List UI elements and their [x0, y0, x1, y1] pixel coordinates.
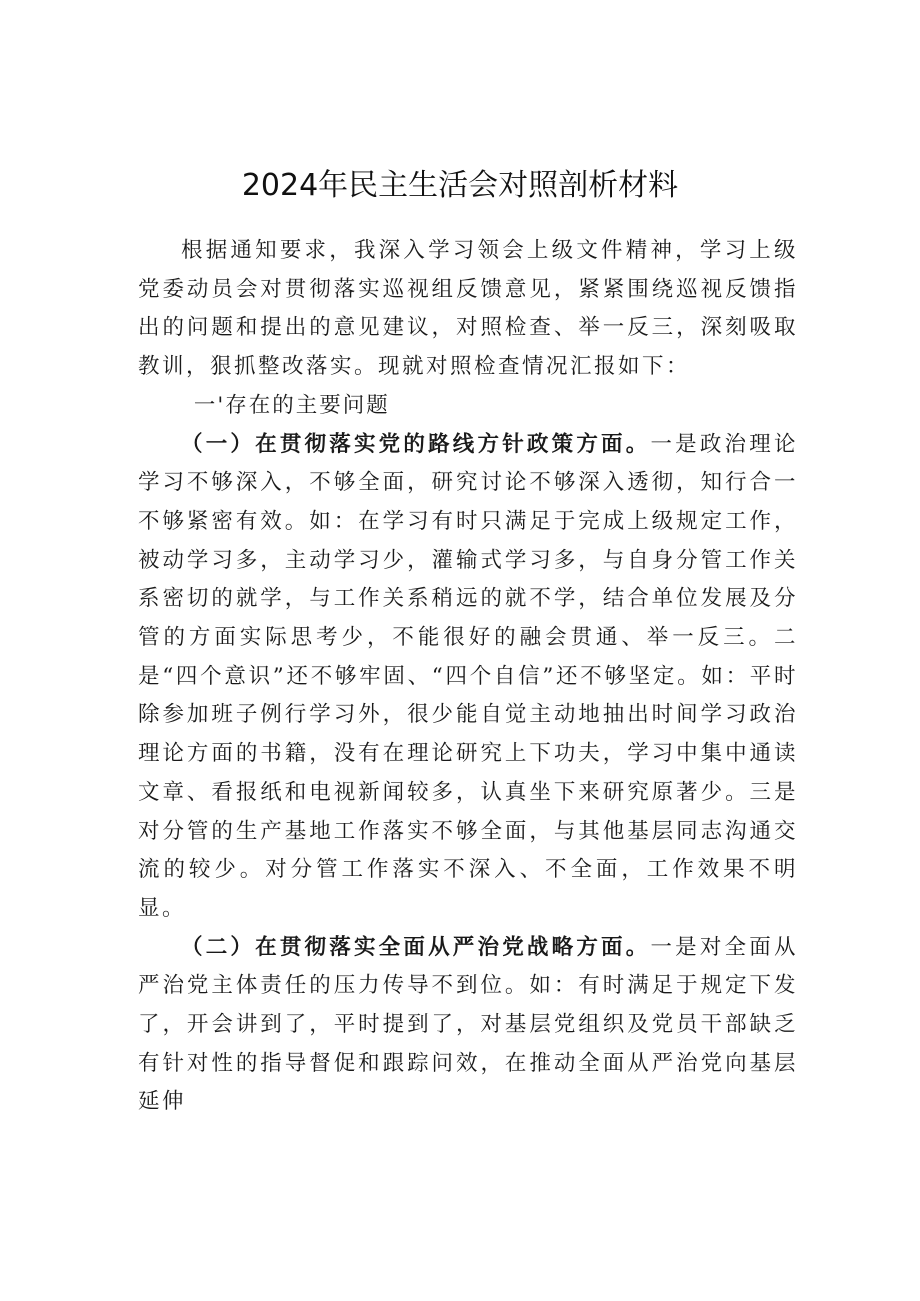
document-title: 2024年民主生活会对照剖析材料	[241, 168, 679, 203]
item-1-paragraph	[138, 426, 798, 929]
document-body	[138, 232, 798, 1122]
intro-paragraph: 根据通知要求，我深入学习领会上级文件精神，学习上级党委动员会对贯彻落实巡视组反馈意见，紧紧围绕巡视反馈指出的问题和提出的意见建议，对照检查、举一反三，深刻吸取教训，狠抓整改落实。现就对照检查情况汇报如下：	[138, 238, 798, 380]
item-1-heading: （一）在贯彻落实党的路线方针政策方面。	[181, 431, 651, 457]
item-2-heading: （二）在贯彻落实全面从严治党战略方面。	[181, 934, 651, 960]
item-2-paragraph	[138, 929, 798, 1123]
section-heading: 一'存在的主要问题	[193, 392, 390, 418]
item-1-text: 一是政治理论学习不够深入，不够全面，研究讨论不够深入透彻，知行合一不够紧密有效。如：在学习有时只满足于完成上级规定工作，被动学习多，主动学习少，灌输式学习多，与自身分管工作关系密切的就学，与工作关系稍远的就不学，结合单位发展及分管的方面实际思考少，不能很好的融会贯通、举一反三。二是“四个意识”还不够牢固、“四个自信”还不够坚定。如：平时除参加班子例行学习外，很少能自觉主动地抽出时间学习政治理论方面的书籍，没有在理论研究上下功夫，学习中集中通读文章、看报纸和电视新闻较多，认真坐下来研究原著少。三是对分管的生产基地工作落实不够全面，与其他基层同志沟通交流的较少。对分管工作落实不深入、不全面，工作效果不明显。	[138, 431, 798, 921]
item-2-text: 一是对全面从严治党主体责任的压力传导不到位。如：有时满足于规定下发了，开会讲到了，平时提到了，对基层党组织及党员干部缺乏有针对性的指导督促和跟踪问效，在推动全面从严治党向基层延伸	[138, 934, 798, 1115]
